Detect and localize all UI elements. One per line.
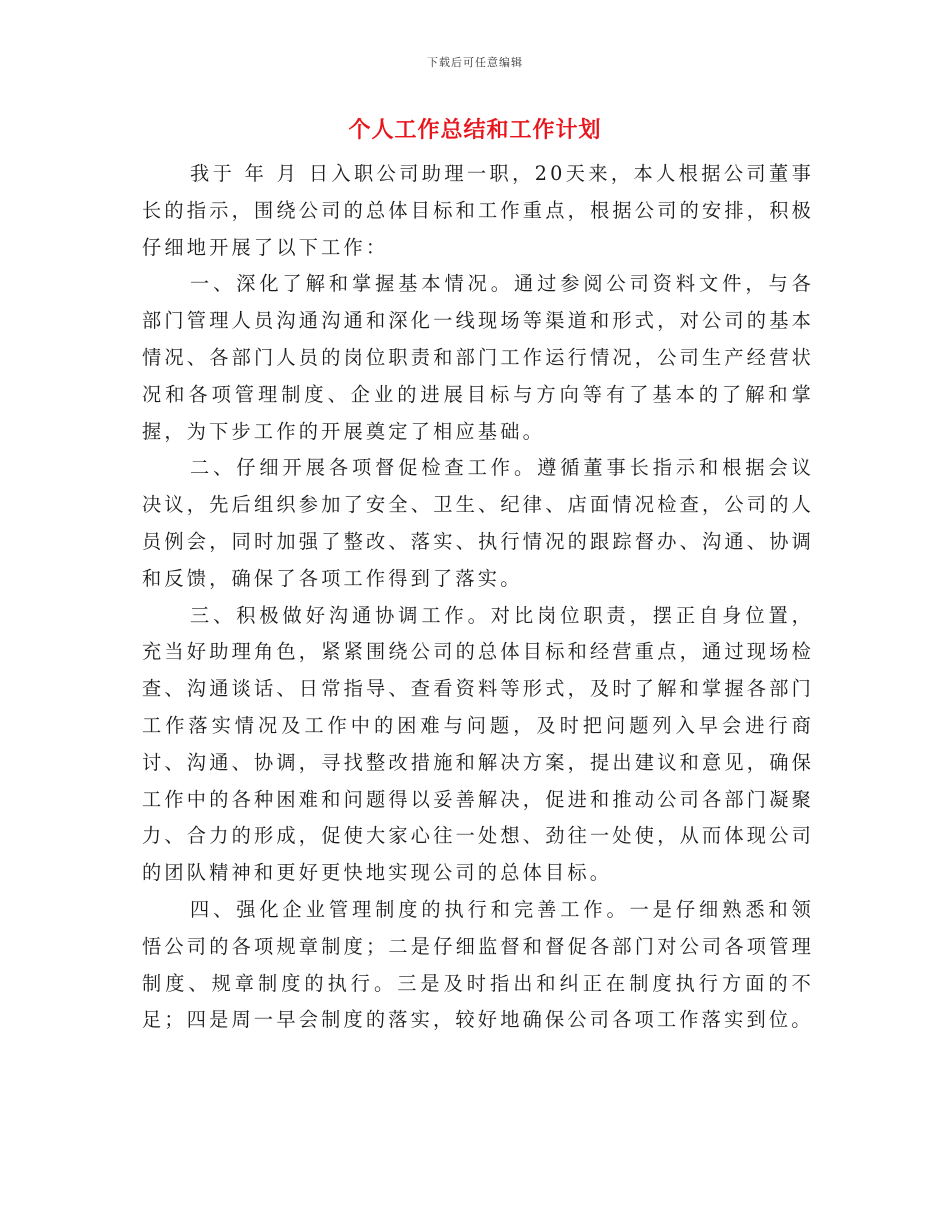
document-body [142,156,814,1039]
paragraph-item-4: 四、强化企业管理制度的执行和完善工作。一是仔细熟悉和领悟公司的各项规章制度；二是仔细监督和督促各部门对公司各项管理制度、规章制度的执行。三是及时指出和纠正在制度执行方面的不足；四是周一早会制度的落实，较好地确保公司各项工作落实到位。 [142,897,814,1032]
document-title: 个人工作总结和工作计划 [348,117,602,143]
paragraph-item-1: 一、深化了解和掌握基本情况。通过参阅公司资料文件，与各部门管理人员沟通沟通和深化一线现场等渠道和形式，对公司的基本情况、各部门人员的岗位职责和部门工作运行情况，公司生产经营状况和各项管理制度、企业的进展目标与方向等有了基本的了解和掌握，为下步工作的开展奠定了相应基础。 [142,272,814,443]
paragraph-intro: 我于 年 月 日入职公司助理一职，20天来，本人根据公司董事长的指示，围绕公司的总体目标和工作重点，根据公司的安排，积极仔细地开展了以下工作： [142,162,814,259]
header-note: 下载后可任意编辑 [427,56,523,69]
paragraph-item-3: 三、积极做好沟通协调工作。对比岗位职责，摆正自身位置，充当好助理角色，紧紧围绕公司的总体目标和经营重点，通过现场检查、沟通谈话、日常指导、查看资料等形式，及时了解和掌握各部门工作落实情况及工作中的困难与问题，及时把问题列入早会进行商讨、沟通、协调，寻找整改措施和解决方案，提出建议和意见，确保工作中的各种困难和问题得以妥善解决，促进和推动公司各部门凝聚力、合力的形成，促使大家心往一处想、劲往一处使，从而体现公司的团队精神和更好更快地实现公司的总体目标。 [142,603,814,885]
paragraph-item-2: 二、仔细开展各项督促检查工作。遵循董事长指示和根据会议决议，先后组织参加了安全、卫生、纪律、店面情况检查，公司的人员例会，同时加强了整改、落实、执行情况的跟踪督办、沟通、协调和反馈，确保了各项工作得到了落实。 [142,456,814,590]
